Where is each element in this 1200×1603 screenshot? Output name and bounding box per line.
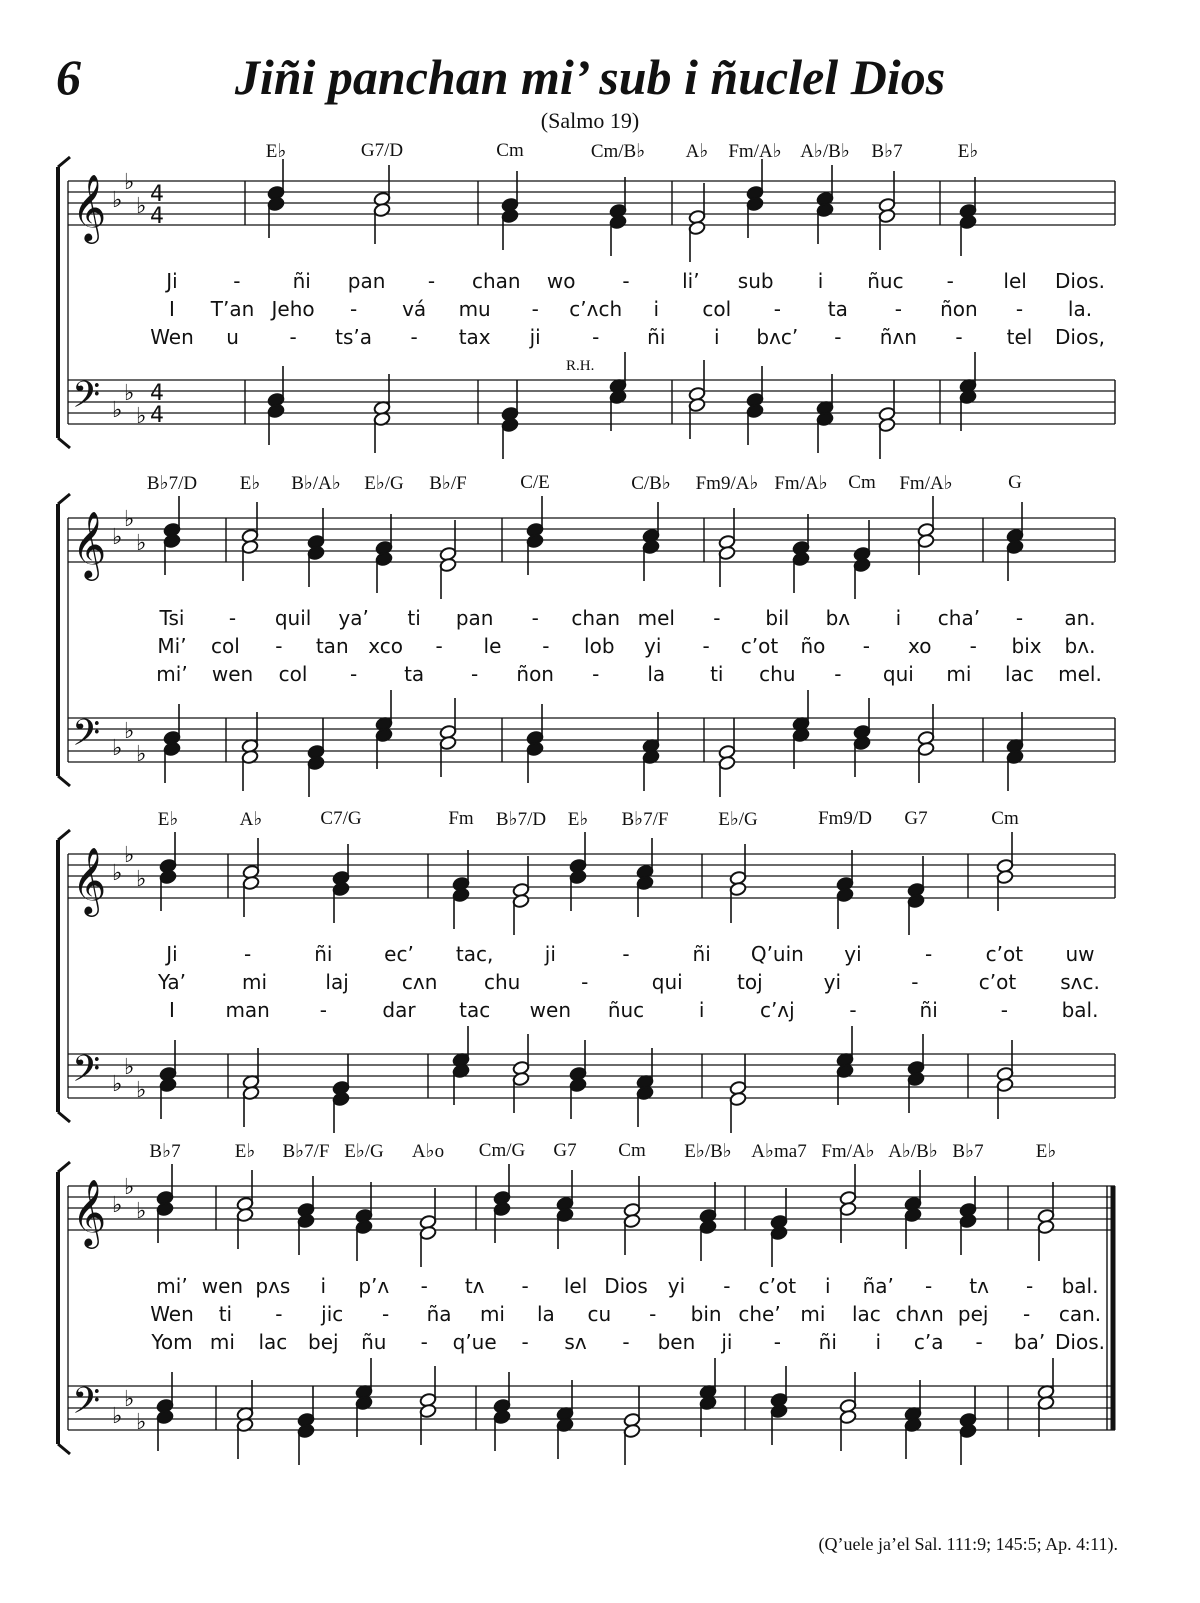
lyric-syllable: I	[169, 297, 175, 321]
lyric-syllable: -	[592, 662, 600, 686]
lyric-syllable: wen	[529, 998, 571, 1022]
lyric-syllable: -	[622, 1330, 630, 1354]
lyric-syllable: -	[1015, 606, 1024, 630]
lyric-syllable: lac	[1005, 662, 1034, 686]
lyric-syllable: -	[319, 998, 327, 1022]
key-flat-icon: ♭	[136, 867, 147, 892]
chord-symbol: A♭	[239, 809, 263, 830]
lyric-syllable: -	[1025, 1274, 1034, 1298]
chord-symbol: Fm/A♭	[899, 473, 953, 494]
system-bracket-top	[58, 157, 70, 167]
lyric-syllable: bʌ	[825, 606, 851, 630]
key-flat-icon: ♭	[136, 1078, 147, 1103]
lyric-syllable: vá	[402, 297, 427, 321]
lyric-syllable: toj	[736, 970, 763, 994]
lyric-syllable: mel.	[1058, 662, 1102, 686]
chord-symbol: Cm	[991, 808, 1019, 829]
chord-symbol: C7/G	[320, 808, 362, 829]
lyric-syllable: tel	[1006, 325, 1033, 349]
lyric-syllable: c’ʌch	[569, 297, 623, 321]
lyric-syllable: ta	[404, 662, 425, 686]
lyric-syllable: lel	[563, 1274, 588, 1298]
chord-symbol: Fm/A♭	[774, 473, 828, 494]
chord-symbol: B♭/F	[429, 473, 467, 494]
lyric-syllable: bʌc’	[756, 325, 799, 349]
lyric-syllable: -	[622, 269, 630, 293]
chord-symbol: B♭7/D	[495, 809, 547, 830]
lyric-syllable: col	[702, 297, 732, 321]
chord-symbol: A♭ma7	[751, 1141, 807, 1162]
lyric-syllable: mi	[800, 1302, 826, 1326]
hymn-title: Jiñi panchan mi’ sub i ñuclel Dios	[234, 49, 946, 105]
lyric-syllable: -	[275, 1302, 283, 1326]
lyric-syllable: u	[226, 325, 239, 349]
lyric-syllable: tac	[459, 998, 491, 1022]
chord-symbol: E♭/G	[718, 809, 758, 830]
lyric-syllable: c’ot	[978, 970, 1017, 994]
lyric-syllable: Dios,	[1055, 325, 1105, 349]
lyric-syllable: pʌs	[255, 1274, 291, 1298]
lyric-syllable: Dios.	[1055, 269, 1105, 293]
lyric-syllable: c’ot	[740, 634, 779, 658]
lyric-syllable: Dios.	[1055, 1330, 1105, 1354]
lyric-syllable: -	[773, 297, 781, 321]
system-bracket-top	[58, 494, 70, 504]
bass-clef-icon: 𝄢	[72, 1380, 101, 1431]
treble-clef-icon: 𝄞	[72, 510, 107, 578]
lyric-syllable: -	[531, 606, 539, 630]
lyric-syllable: mi’	[156, 1274, 188, 1298]
lyric-syllable: Ji	[166, 942, 178, 966]
lyric-syllable: ñu	[361, 1330, 387, 1354]
lyric-syllable: -	[1015, 297, 1024, 321]
lyric-syllable: i	[653, 297, 660, 321]
lyric-syllable: tʌ	[969, 1274, 989, 1298]
lyric-syllable: ji	[544, 942, 556, 966]
chord-symbol: G7	[904, 808, 928, 829]
treble-clef-icon: 𝄞	[72, 173, 107, 241]
bass-clef-icon: 𝄢	[72, 1048, 101, 1099]
chord-symbol: B♭7	[952, 1141, 984, 1162]
key-flat-icon: ♭	[136, 404, 147, 429]
lyric-syllable: ñi	[919, 998, 938, 1022]
chord-symbol: E♭	[957, 141, 979, 162]
lyric-syllable: -	[410, 325, 418, 349]
lyric-syllable: xo	[908, 634, 932, 658]
lyric-syllable: i	[824, 1274, 831, 1298]
lyric-syllable: bal.	[1061, 998, 1099, 1022]
key-flat-icon: ♭	[136, 1199, 147, 1224]
lyric-syllable: tac,	[455, 942, 494, 966]
lyric-syllable: -	[382, 1302, 390, 1326]
lyric-syllable: uw	[1065, 942, 1095, 966]
key-flat-icon: ♭	[112, 1404, 123, 1429]
key-flat-icon: ♭	[124, 170, 135, 195]
lyric-syllable: -	[521, 1274, 529, 1298]
chord-symbol: E♭	[567, 809, 589, 830]
lyric-syllable: -	[349, 297, 358, 321]
lyric-syllable: -	[471, 662, 479, 686]
chord-symbol: B♭7/F	[282, 1141, 330, 1162]
lyric-syllable: lac	[258, 1330, 288, 1354]
lyric-syllable: col	[278, 662, 308, 686]
key-flat-icon: ♭	[136, 531, 147, 556]
chord-symbol: B♭/A♭	[291, 473, 341, 494]
lyric-syllable: cha’	[937, 606, 981, 630]
lyric-syllable: ñʌn	[879, 325, 917, 349]
chord-symbol: Fm/A♭	[728, 141, 782, 162]
system-bracket-top	[58, 1162, 70, 1172]
lyric-syllable: tan	[315, 634, 349, 658]
lyric-syllable: -	[420, 1274, 428, 1298]
system-bracket-bottom	[58, 438, 70, 448]
chord-symbol: Fm	[448, 808, 474, 829]
lyric-syllable: ta	[827, 297, 848, 321]
key-flat-icon: ♭	[112, 525, 123, 550]
key-flat-icon: ♭	[136, 742, 147, 767]
lyric-syllable: cʌn	[401, 970, 438, 994]
lyric-syllable: -	[834, 662, 842, 686]
lyric-syllable: -	[975, 1330, 983, 1354]
lyric-syllable: Q’uin	[750, 942, 804, 966]
key-flat-icon: ♭	[124, 843, 135, 868]
lyric-syllable: ya’	[338, 606, 369, 630]
lyric-syllable: i	[714, 325, 720, 349]
lyric-syllable: yi	[844, 942, 862, 966]
lyric-syllable: i	[875, 1330, 881, 1354]
chord-symbol: A♭/B♭	[888, 1141, 938, 1162]
hymn-subtitle: (Salmo 19)	[540, 108, 640, 133]
lyric-syllable: ba’	[1013, 1330, 1046, 1354]
lyric-syllable: lob	[584, 634, 615, 658]
lyric-syllable: mi	[242, 970, 268, 994]
lyric-syllable: i	[698, 998, 705, 1022]
lyric-syllable: ti	[218, 1302, 233, 1326]
lyric-syllable: -	[946, 269, 954, 293]
lyric-syllable: la.	[1067, 297, 1093, 321]
key-flat-icon: ♭	[112, 736, 123, 761]
lyric-syllable: ec’	[384, 942, 414, 966]
lyric-syllable: -	[349, 662, 358, 686]
lyric-syllable: c’a	[913, 1330, 944, 1354]
lyric-syllable: -	[1022, 1302, 1031, 1326]
lyric-syllable: lel	[1003, 269, 1027, 293]
lyric-syllable: -	[862, 634, 870, 658]
lyric-syllable: tax	[458, 325, 491, 349]
system-bracket-bottom	[58, 776, 70, 786]
lyric-syllable: -	[849, 998, 857, 1022]
chord-symbol: A♭	[685, 141, 709, 162]
lyric-syllable: -	[1000, 998, 1008, 1022]
chord-symbol: Cm/G	[478, 1140, 526, 1161]
lyric-syllable: mi’	[156, 662, 188, 686]
lyric-syllable: wen	[211, 662, 254, 686]
lyric-syllable: chan	[571, 606, 621, 630]
lyric-syllable: cu	[587, 1302, 612, 1326]
chord-symbol: G	[1008, 472, 1022, 493]
lyric-syllable: I	[169, 998, 175, 1022]
chord-symbol: Cm	[848, 472, 876, 493]
lyric-syllable: chʌn	[895, 1302, 944, 1326]
lyric-syllable: wen	[201, 1274, 244, 1298]
key-flat-icon: ♭	[124, 1055, 135, 1080]
lyric-syllable: pan	[347, 269, 386, 293]
lyric-syllable: ñuc	[867, 269, 904, 293]
lyric-syllable: ña	[426, 1302, 452, 1326]
chord-symbol: C/E	[520, 472, 550, 493]
lyric-syllable: dar	[382, 998, 416, 1022]
treble-clef-icon: 𝄞	[72, 1178, 107, 1246]
lyric-syllable: sʌc.	[1060, 970, 1100, 994]
chord-symbol: A♭/B♭	[800, 141, 850, 162]
key-flat-icon: ♭	[124, 719, 135, 744]
time-signature-top: 4	[150, 182, 164, 207]
lyric-syllable: pej	[957, 1302, 989, 1326]
hymn-number: 6	[56, 49, 81, 105]
chord-symbol: Fm9/D	[818, 808, 872, 829]
lyric-syllable: lac	[851, 1302, 881, 1326]
lyric-syllable: -	[622, 942, 630, 966]
bass-clef-icon: 𝄢	[72, 374, 101, 425]
lyric-syllable: ñi	[818, 1330, 837, 1354]
system-bracket-top	[58, 830, 70, 840]
lyric-syllable: li’	[682, 269, 700, 293]
lyric-syllable: p’ʌ	[358, 1274, 390, 1298]
lyric-syllable: Wen	[150, 1302, 194, 1326]
lyric-syllable: sub	[737, 269, 774, 293]
lyric-syllable: col	[211, 634, 240, 658]
chord-symbol: G7/D	[360, 140, 404, 161]
rh-marking: R.H.	[566, 358, 595, 374]
key-flat-icon: ♭	[112, 861, 123, 886]
lyric-syllable: an.	[1064, 606, 1096, 630]
lyric-syllable: bix	[1011, 634, 1042, 658]
lyric-syllable: ñon	[516, 662, 554, 686]
lyric-syllable: ñi	[692, 942, 711, 966]
lyric-syllable: -	[427, 269, 436, 293]
lyric-syllable: ben	[657, 1330, 696, 1354]
chord-symbol: E♭/G	[364, 473, 404, 494]
system-bracket-bottom	[58, 1112, 70, 1122]
key-flat-icon: ♭	[124, 1175, 135, 1200]
lyric-syllable: Tsi	[159, 606, 185, 630]
key-flat-icon: ♭	[136, 194, 147, 219]
chord-symbol: E♭	[239, 473, 261, 494]
lyric-syllable: sʌ	[564, 1330, 587, 1354]
lyric-syllable: mi	[479, 1302, 505, 1326]
footnote: (Q’uele ja’el Sal. 111:9; 145:5; Ap. 4:11).	[818, 1534, 1118, 1554]
time-signature-top: 4	[150, 381, 164, 406]
lyric-syllable: Ya’	[157, 970, 187, 994]
chord-symbol: E♭	[157, 809, 179, 830]
lyric-syllable: quil	[274, 606, 312, 630]
lyric-syllable: yi	[644, 634, 662, 658]
lyric-syllable: -	[435, 634, 443, 658]
chord-symbol: Cm/B♭	[590, 141, 646, 162]
lyric-syllable: wo	[546, 269, 576, 293]
lyric-syllable: bʌ.	[1064, 634, 1096, 658]
lyric-syllable: ñi	[314, 942, 333, 966]
lyric-syllable: le	[483, 634, 502, 658]
chord-symbol: E♭	[265, 141, 287, 162]
lyric-syllable: mi	[209, 1330, 235, 1354]
time-signature-bottom: 4	[150, 403, 164, 428]
lyric-syllable: q’ue	[452, 1330, 497, 1354]
chord-symbol: E♭/B♭	[684, 1141, 732, 1162]
lyric-syllable: ñi	[647, 325, 666, 349]
chord-symbol: C/B♭	[631, 473, 671, 494]
lyric-syllable: -	[592, 325, 600, 349]
lyric-syllable: -	[894, 297, 902, 321]
key-flat-icon: ♭	[112, 1193, 123, 1218]
lyric-syllable: -	[275, 634, 283, 658]
lyric-syllable: -	[702, 634, 710, 658]
key-flat-icon: ♭	[136, 1410, 147, 1435]
lyric-syllable: qui	[651, 970, 683, 994]
lyric-syllable: ti	[710, 662, 724, 686]
chord-symbol: Fm9/A♭	[695, 473, 759, 494]
lyric-syllable: ji	[721, 1330, 733, 1354]
lyric-syllable: -	[773, 1330, 781, 1354]
chord-symbol: Fm/A♭	[821, 1141, 875, 1162]
lyric-syllable: chu	[483, 970, 521, 994]
lyric-syllable: ñuc	[607, 998, 645, 1022]
time-signature-bottom: 4	[150, 204, 164, 229]
lyric-syllable: Ji	[166, 269, 178, 293]
treble-clef-icon: 𝄞	[72, 846, 107, 914]
lyric-syllable: bej	[308, 1330, 339, 1354]
lyric-syllable: T’an	[210, 297, 255, 321]
lyric-syllable: i	[320, 1274, 327, 1298]
lyric-syllable: -	[955, 325, 963, 349]
key-flat-icon: ♭	[124, 1387, 135, 1412]
lyric-syllable: ño	[800, 634, 826, 658]
lyric-syllable: -	[244, 942, 252, 966]
lyric-syllable: c’ot	[758, 1274, 797, 1298]
lyric-syllable: mi	[946, 662, 972, 686]
key-flat-icon: ♭	[112, 188, 123, 213]
lyric-syllable: -	[542, 634, 550, 658]
chord-symbol: B♭7/F	[621, 809, 669, 830]
lyric-syllable: man	[225, 998, 270, 1022]
lyric-syllable: i	[895, 606, 902, 630]
chord-symbol: G7	[553, 1140, 577, 1161]
lyric-syllable: ji	[529, 325, 541, 349]
lyric-syllable: -	[723, 1274, 731, 1298]
lyric-syllable: -	[289, 325, 297, 349]
lyric-syllable: bal.	[1061, 1274, 1099, 1298]
chord-symbol: Cm	[496, 140, 524, 161]
lyric-syllable: la	[647, 662, 666, 686]
lyric-syllable: qui	[882, 662, 914, 686]
chord-symbol: E♭	[1035, 1141, 1057, 1162]
lyric-syllable: chu	[759, 662, 796, 686]
lyric-syllable: -	[228, 606, 237, 630]
lyric-syllable: -	[581, 970, 589, 994]
lyric-syllable: Yom	[151, 1330, 193, 1354]
lyric-syllable: -	[521, 1330, 529, 1354]
lyric-syllable: i	[817, 269, 824, 293]
lyric-syllable: yi	[667, 1274, 686, 1298]
lyric-syllable: laj	[325, 970, 349, 994]
lyric-syllable: Jeho	[271, 297, 315, 321]
lyric-syllable: che’	[738, 1302, 781, 1326]
lyric-syllable: -	[713, 606, 721, 630]
lyric-syllable: -	[649, 1302, 657, 1326]
lyric-syllable: Dios	[604, 1274, 648, 1298]
lyric-syllable: c’ot	[985, 942, 1024, 966]
lyric-syllable: mu	[458, 297, 491, 321]
lyric-syllable: pan	[455, 606, 494, 630]
lyric-syllable: ña’	[862, 1274, 894, 1298]
chord-symbol: B♭7	[871, 141, 903, 162]
chord-symbol: B♭7/D	[146, 473, 198, 494]
chord-symbol: E♭	[234, 1141, 256, 1162]
lyric-syllable: -	[834, 325, 842, 349]
chord-symbol: A♭o	[411, 1141, 445, 1162]
lyric-syllable: ti	[407, 606, 421, 630]
lyric-syllable: -	[925, 1274, 933, 1298]
lyric-syllable: bin	[690, 1302, 722, 1326]
lyric-syllable: -	[969, 634, 977, 658]
chord-symbol: B♭7	[149, 1141, 181, 1162]
key-flat-icon: ♭	[124, 507, 135, 532]
chord-symbol: E♭/G	[344, 1141, 384, 1162]
lyric-syllable: can.	[1058, 1302, 1102, 1326]
lyric-syllable: mel	[637, 606, 675, 630]
lyric-syllable: bil	[765, 606, 790, 630]
lyric-syllable: jic	[321, 1302, 344, 1326]
lyric-syllable: c’ʌj	[759, 998, 795, 1022]
lyric-syllable: Mi’	[157, 634, 187, 658]
lyric-syllable: xco	[368, 634, 403, 658]
key-flat-icon: ♭	[112, 398, 123, 423]
lyric-syllable: tʌ	[464, 1274, 485, 1298]
lyric-syllable: ñi	[292, 269, 311, 293]
lyric-syllable: ñon	[940, 297, 978, 321]
lyric-syllable: -	[911, 970, 919, 994]
key-flat-icon: ♭	[124, 381, 135, 406]
lyric-syllable: -	[420, 1330, 428, 1354]
lyric-syllable: yi	[823, 970, 842, 994]
lyric-syllable: Wen	[150, 325, 194, 349]
lyric-syllable: la	[536, 1302, 555, 1326]
lyric-syllable: -	[233, 269, 241, 293]
lyric-syllable: -	[531, 297, 539, 321]
system-bracket-bottom	[58, 1444, 70, 1454]
lyric-syllable: chan	[471, 269, 521, 293]
chord-symbol: Cm	[618, 1140, 646, 1161]
bass-clef-icon: 𝄢	[72, 712, 101, 763]
key-flat-icon: ♭	[112, 1072, 123, 1097]
lyric-syllable: -	[925, 942, 933, 966]
lyric-syllable: ts’a	[335, 325, 373, 349]
